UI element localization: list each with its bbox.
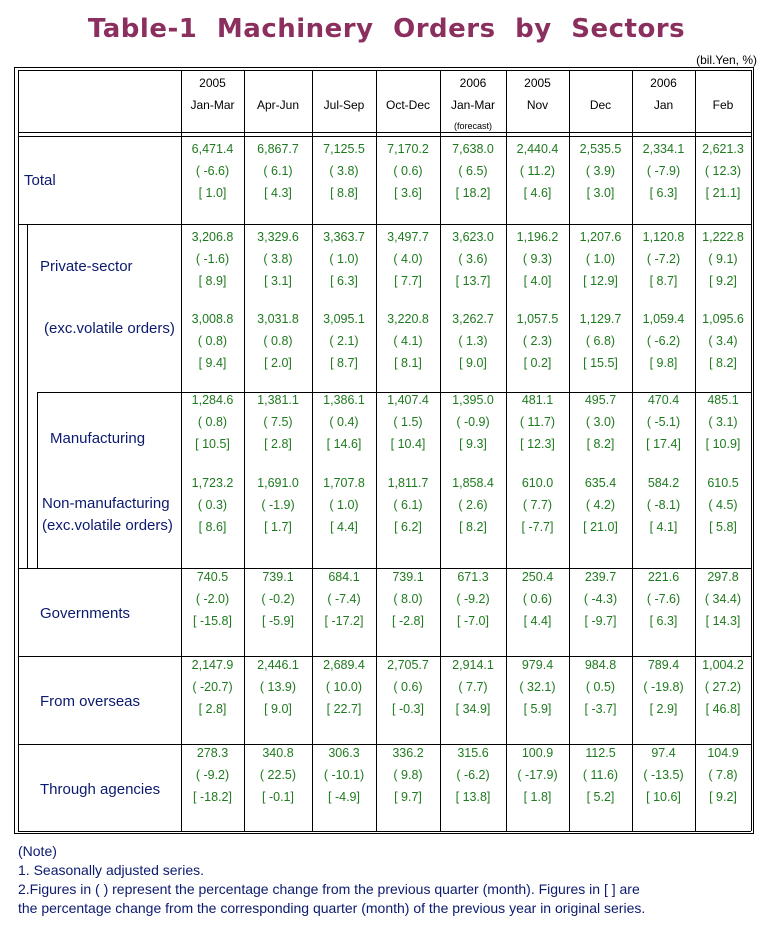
grid-line-right	[751, 70, 752, 831]
table-cell-value: 221.6	[647, 570, 680, 584]
table-cell-yoy: [ 8.7]	[649, 274, 678, 288]
table-cell-value: 610.5	[707, 476, 739, 490]
table-cell-yoy: [ 7.7]	[394, 274, 422, 288]
table-cell-yoy: [ 5.2]	[586, 790, 615, 804]
table-cell-yoy: [ 8.6]	[198, 520, 227, 534]
table-cell-qoq: ( 3.8)	[263, 252, 293, 266]
table-cell-qoq: ( 6.1)	[393, 498, 423, 512]
table-cell-value: 1,858.4	[452, 476, 494, 490]
column-header: Jan	[653, 98, 674, 112]
table-cell-yoy: [ 9.8]	[649, 356, 678, 370]
grid-line-top	[18, 70, 751, 71]
table-cell-yoy: [ -7.7]	[521, 520, 554, 534]
table-cell-yoy: [ 2.8]	[198, 702, 227, 716]
row-label: Governments	[40, 605, 131, 622]
table-cell-yoy: [ 9.7]	[394, 790, 422, 804]
table-cell-qoq: ( 7.5)	[263, 415, 293, 429]
table-cell-qoq: ( 3.0)	[585, 415, 616, 429]
table-cell-value: 979.4	[521, 658, 554, 672]
table-cell-yoy: [ 4.4]	[330, 520, 358, 534]
table-cell-yoy: [ 4.3]	[264, 186, 292, 200]
table-cell-value: 2,535.5	[579, 142, 622, 156]
table-cell-value: 6,471.4	[191, 142, 234, 156]
table-cell-value: 297.8	[707, 570, 739, 584]
table-cell-qoq: ( -6.2)	[646, 334, 681, 348]
table-cell-qoq: ( 0.8)	[197, 334, 228, 348]
table-cell-qoq: ( 11.2)	[519, 164, 556, 178]
table-cell-yoy: [ 6.3]	[330, 274, 358, 288]
column-header: 2005	[199, 76, 226, 90]
table-cell-value: 2,334.1	[642, 142, 685, 156]
note-line-2: 2.Figures in ( ) represent the percentage change from the previous quarter (month). Figures in [ ] are	[18, 881, 640, 897]
table-cell-value: 2,147.9	[191, 658, 234, 672]
table-cell-yoy: [ 18.2]	[455, 186, 491, 200]
table-cell-yoy: [ 10.6]	[646, 790, 681, 804]
section-line	[37, 392, 38, 568]
table-cell-value: 3,262.7	[452, 312, 494, 326]
table-cell-qoq: ( 4.2)	[585, 498, 616, 512]
table-cell-value: 584.2	[647, 476, 680, 490]
table-cell-yoy: [ 34.9]	[455, 702, 491, 716]
table-cell-qoq: ( -7.4)	[327, 592, 361, 606]
table-cell-qoq: ( -6.6)	[195, 164, 230, 178]
table-cell-value: 1,407.4	[387, 393, 429, 407]
table-cell-yoy: [ 17.4]	[646, 437, 681, 451]
table-cell-qoq: ( -6.2)	[456, 768, 490, 782]
table-cell-qoq: ( -1.6)	[195, 252, 230, 266]
table-cell-value: 3,220.8	[387, 312, 429, 326]
table-cell-yoy: [ 1.8]	[523, 790, 552, 804]
table-cell-yoy: [ 2.8]	[264, 437, 292, 451]
table-cell-value: 1,057.5	[516, 312, 559, 326]
table-cell-value: 239.7	[584, 570, 617, 584]
table-cell-yoy: [ 1.0]	[198, 186, 227, 200]
table-cell-yoy: [ -7.0]	[457, 614, 489, 628]
table-cell-value: 3,008.8	[191, 312, 234, 326]
table-cell-yoy: [ 14.3]	[705, 614, 741, 628]
table-cell-yoy: [ 8.9]	[198, 274, 227, 288]
row-rule	[18, 568, 751, 569]
table-cell-qoq: ( 0.6)	[393, 680, 423, 694]
table-cell-value: 1,095.6	[702, 312, 744, 326]
column-header: Dec	[589, 98, 612, 112]
table-cell-value: 97.4	[651, 746, 676, 760]
table-cell-yoy: [ 8.7]	[330, 356, 358, 370]
table-cell-value: 2,689.4	[323, 658, 365, 672]
table-cell-yoy: [ 10.5]	[195, 437, 230, 451]
table-cell-qoq: ( -8.1)	[646, 498, 681, 512]
table-cell-qoq: ( 6.8)	[585, 334, 616, 348]
table-cell-yoy: [ -3.7]	[584, 702, 617, 716]
table-cell-value: 1,222.8	[702, 230, 744, 244]
table-cell-value: 739.1	[262, 570, 294, 584]
table-cell-value: 1,386.1	[323, 393, 365, 407]
table-cell-qoq: ( 9.1)	[708, 252, 738, 266]
table-cell-yoy: [ 6.2]	[394, 520, 422, 534]
table-cell-qoq: ( 1.0)	[329, 498, 359, 512]
table-cell-value: 789.4	[647, 658, 680, 672]
table-cell-qoq: ( -0.2)	[261, 592, 295, 606]
note-heading: (Note)	[18, 843, 57, 859]
row-label: Private-sector	[40, 258, 133, 275]
column-header: 2005	[524, 76, 551, 90]
table-cell-value: 3,363.7	[323, 230, 365, 244]
table-cell-qoq: ( 0.6)	[393, 164, 423, 178]
column-header: 2006	[650, 76, 677, 90]
table-cell-qoq: ( 0.3)	[197, 498, 228, 512]
table-cell-yoy: [ 8.2]	[586, 437, 615, 451]
table-cell-yoy: [ 9.2]	[709, 274, 737, 288]
row-label: Non-manufacturing	[42, 495, 170, 512]
table-cell-qoq: ( 13.9)	[259, 680, 297, 694]
column-header: Oct-Dec	[385, 98, 430, 112]
table-cell-qoq: ( -4.3)	[583, 592, 618, 606]
table-cell-value: 100.9	[521, 746, 554, 760]
table-cell-yoy: [ 3.1]	[264, 274, 292, 288]
table-cell-value: 1,691.0	[257, 476, 299, 490]
table-cell-qoq: ( 0.4)	[329, 415, 359, 429]
column-header: Nov	[526, 98, 549, 112]
table-cell-yoy: [ 4.4]	[523, 614, 552, 628]
table-cell-value: 610.0	[521, 476, 554, 490]
table-cell-value: 635.4	[584, 476, 617, 490]
table-cell-qoq: ( -20.7)	[192, 680, 233, 694]
table-cell-value: 485.1	[707, 393, 739, 407]
table-cell-yoy: [ 5.9]	[523, 702, 552, 716]
table-cell-qoq: ( 22.5)	[259, 768, 297, 782]
table-cell-yoy: [ 21.0]	[583, 520, 618, 534]
table-cell-qoq: ( -2.0)	[195, 592, 230, 606]
table-cell-qoq: ( 0.5)	[585, 680, 616, 694]
table-cell-yoy: [ 12.9]	[583, 274, 618, 288]
note-line-3: the percentage change from the corresponding quarter (month) of the previous year in original series.	[18, 900, 646, 916]
table-cell-value: 495.7	[584, 393, 617, 407]
table-cell-value: 1,381.1	[257, 393, 299, 407]
page-title: Table-1 Machinery Orders by Sectors	[87, 14, 686, 44]
table-cell-value: 278.3	[196, 746, 229, 760]
table-cell-value: 3,095.1	[323, 312, 365, 326]
table-cell-value: 739.1	[392, 570, 424, 584]
table-cell-qoq: ( 2.1)	[329, 334, 359, 348]
row-rule	[18, 656, 751, 657]
table-cell-value: 6,867.7	[257, 142, 299, 156]
row-label: From overseas	[40, 693, 141, 710]
table-cell-qoq: ( -19.8)	[643, 680, 684, 694]
table-cell-qoq: ( -10.1)	[323, 768, 365, 782]
table-cell-qoq: ( 6.1)	[263, 164, 293, 178]
table-cell-yoy: [ 21.1]	[705, 186, 741, 200]
table-cell-yoy: [ 10.4]	[390, 437, 426, 451]
table-cell-yoy: [ 46.8]	[705, 702, 741, 716]
table-cell-yoy: [ 3.6]	[394, 186, 422, 200]
row-rule	[181, 224, 751, 225]
table-cell-value: 1,723.2	[191, 476, 234, 490]
section-rule	[37, 392, 181, 393]
table-cell-yoy: [ 4.1]	[649, 520, 678, 534]
table-cell-yoy: [ 3.0]	[586, 186, 615, 200]
table-cell-yoy: [ 1.7]	[264, 520, 292, 534]
column-header: Jul-Sep	[323, 98, 365, 112]
column-header: (forecast)	[453, 121, 492, 131]
section-line	[27, 224, 28, 568]
table-cell-yoy: [ 9.0]	[264, 702, 292, 716]
table-cell-qoq: ( 2.6)	[458, 498, 488, 512]
table-cell-value: 3,206.8	[191, 230, 234, 244]
column-header: Apr-Jun	[256, 98, 300, 112]
table-cell-value: 1,004.2	[702, 658, 744, 672]
table-cell-value: 7,170.2	[387, 142, 429, 156]
table-cell-value: 1,395.0	[452, 393, 494, 407]
table-cell-qoq: ( 0.8)	[263, 334, 293, 348]
table-cell-qoq: ( 9.3)	[522, 252, 553, 266]
column-header: Jan-Mar	[450, 98, 495, 112]
table-cell-qoq: ( 2.3)	[522, 334, 553, 348]
table-cell-yoy: [ -2.8]	[392, 614, 424, 628]
table-cell-qoq: ( 1.3)	[458, 334, 488, 348]
table-cell-qoq: ( -9.2)	[456, 592, 490, 606]
row-label: Through agencies	[40, 781, 161, 798]
table-cell-value: 1,284.6	[191, 393, 234, 407]
table-cell-value: 2,705.7	[387, 658, 429, 672]
table-cell-value: 3,329.6	[257, 230, 299, 244]
table-cell-value: 2,440.4	[516, 142, 559, 156]
table-cell-value: 315.6	[457, 746, 489, 760]
table-cell-yoy: [ 6.3]	[649, 186, 678, 200]
table-cell-value: 3,031.8	[257, 312, 299, 326]
table-cell-value: 740.5	[196, 570, 229, 584]
table-cell-yoy: [ 14.6]	[326, 437, 362, 451]
table-cell-yoy: [ 12.3]	[520, 437, 555, 451]
table-cell-yoy: [ -17.2]	[324, 614, 364, 628]
section-rule	[18, 224, 181, 225]
header-rule	[18, 132, 751, 133]
table-cell-qoq: ( 4.0)	[393, 252, 423, 266]
row-label: Total	[24, 172, 56, 189]
column-header: 2006	[459, 76, 487, 90]
table-cell-value: 2,621.3	[702, 142, 744, 156]
table-cell-qoq: ( 7.7)	[522, 498, 553, 512]
table-cell-yoy: [ 10.9]	[705, 437, 741, 451]
table-cell-value: 336.2	[392, 746, 424, 760]
note-line-1: 1. Seasonally adjusted series.	[18, 862, 204, 878]
table-cell-value: 2,446.1	[257, 658, 299, 672]
table-cell-yoy: [ 13.8]	[455, 790, 491, 804]
table-cell-value: 1,120.8	[642, 230, 685, 244]
table-cell-qoq: ( -13.5)	[643, 768, 684, 782]
table-cell-qoq: ( 27.2)	[704, 680, 742, 694]
column-header: Jan-Mar	[190, 98, 235, 112]
table-cell-qoq: ( 4.1)	[393, 334, 423, 348]
table-cell-qoq: ( 4.5)	[708, 498, 738, 512]
header-rule	[18, 136, 751, 137]
table-cell-qoq: ( -9.2)	[195, 768, 230, 782]
table-cell-qoq: ( -1.9)	[261, 498, 295, 512]
table-cell-yoy: [ -0.1]	[262, 790, 294, 804]
row-label: Manufacturing	[50, 430, 146, 447]
table-cell-qoq: ( 11.7)	[519, 415, 556, 429]
table-cell-qoq: ( 0.8)	[197, 415, 228, 429]
table-cell-value: 1,129.7	[579, 312, 622, 326]
table-cell-yoy: [ -15.8]	[193, 614, 232, 628]
table-cell-qoq: ( 11.6)	[582, 768, 619, 782]
table-cell-value: 340.8	[262, 746, 294, 760]
table-cell-yoy: [ -18.2]	[193, 790, 232, 804]
table-cell-value: 470.4	[647, 393, 680, 407]
table-cell-qoq: ( 7.7)	[458, 680, 488, 694]
table-cell-value: 984.8	[584, 658, 617, 672]
table-cell-qoq: ( -7.6)	[646, 592, 681, 606]
table-cell-value: 3,623.0	[452, 230, 494, 244]
table-cell-yoy: [ 0.2]	[523, 356, 552, 370]
table-cell-yoy: [ 5.8]	[709, 520, 737, 534]
table-cell-yoy: [ 22.7]	[326, 702, 362, 716]
grid-line-bottom	[18, 831, 751, 832]
table-cell-qoq: ( -17.9)	[517, 768, 558, 782]
table-cell-yoy: [ -4.9]	[328, 790, 360, 804]
table-cell-value: 671.3	[457, 570, 489, 584]
table-cell-yoy: [ 9.0]	[459, 356, 487, 370]
table-cell-yoy: [ -5.9]	[262, 614, 294, 628]
unit-label: (bil.Yen, %)	[696, 53, 757, 67]
table-cell-yoy: [ 9.2]	[709, 790, 737, 804]
table-cell-qoq: ( 12.3)	[704, 164, 742, 178]
table-cell-qoq: ( 7.8)	[708, 768, 738, 782]
table-cell-qoq: ( 10.0)	[325, 680, 363, 694]
table-cell-qoq: ( -7.9)	[646, 164, 681, 178]
table-cell-yoy: [ 9.3]	[459, 437, 487, 451]
table-cell-qoq: ( 1.0)	[329, 252, 359, 266]
table-cell-value: 481.1	[521, 393, 554, 407]
table-cell-yoy: [ 8.2]	[459, 520, 487, 534]
table-cell-yoy: [ 13.7]	[455, 274, 491, 288]
table-cell-qoq: ( 3.4)	[708, 334, 738, 348]
table-cell-qoq: ( 6.5)	[458, 164, 488, 178]
row-label: (exc.volatile orders)	[44, 320, 175, 337]
table-cell-yoy: [ 2.9]	[649, 702, 678, 716]
table-cell-value: 7,638.0	[452, 142, 494, 156]
table-cell-yoy: [ 4.0]	[523, 274, 552, 288]
table-cell-yoy: [ 8.2]	[709, 356, 737, 370]
table-cell-qoq: ( 32.1)	[519, 680, 556, 694]
table-cell-qoq: ( 1.5)	[393, 415, 423, 429]
table-cell-qoq: ( 34.4)	[704, 592, 742, 606]
table-cell-yoy: [ 8.1]	[394, 356, 422, 370]
table-cell-qoq: ( 3.8)	[329, 164, 359, 178]
table-cell-qoq: ( 0.6)	[522, 592, 553, 606]
table-cell-yoy: [ -9.7]	[584, 614, 617, 628]
table-cell-value: 1,059.4	[642, 312, 685, 326]
notes	[18, 842, 645, 918]
table-cell-qoq: ( -0.9)	[456, 415, 490, 429]
row-rule	[18, 744, 751, 745]
table-cell-value: 104.9	[707, 746, 739, 760]
table-cell-value: 306.3	[328, 746, 360, 760]
table-cell-yoy: [ -0.3]	[392, 702, 424, 716]
grid-line-left	[18, 70, 19, 831]
table-cell-yoy: [ 2.0]	[264, 356, 292, 370]
table-cell-value: 1,196.2	[516, 230, 559, 244]
table-cell-qoq: ( 3.1)	[708, 415, 738, 429]
table-cell-yoy: [ 15.5]	[583, 356, 618, 370]
table-cell-value: 1,207.6	[579, 230, 622, 244]
table-cell-qoq: ( 8.0)	[393, 592, 423, 606]
table-cell-yoy: [ 4.6]	[523, 186, 552, 200]
table-cell-yoy: [ 8.8]	[330, 186, 358, 200]
table-cell-value: 684.1	[328, 570, 360, 584]
table-cell-value: 1,811.7	[387, 476, 429, 490]
table-cell-yoy: [ 6.3]	[649, 614, 678, 628]
table-cell-value: 112.5	[585, 746, 616, 760]
table-cell-value: 2,914.1	[452, 658, 494, 672]
table-cell-qoq: ( 1.0)	[585, 252, 616, 266]
table-cell-qoq: ( -5.1)	[646, 415, 681, 429]
row-label-sub: (exc.volatile orders)	[42, 517, 173, 534]
column-header: Feb	[712, 98, 734, 112]
table-cell-qoq: ( 9.8)	[393, 768, 423, 782]
table-cell-value: 1,707.8	[323, 476, 365, 490]
table-cell-qoq: ( -7.2)	[646, 252, 681, 266]
table-cell-qoq: ( 3.9)	[585, 164, 616, 178]
table-cell-qoq: ( 3.6)	[458, 252, 488, 266]
table-cell-value: 3,497.7	[387, 230, 429, 244]
table-cell-value: 7,125.5	[323, 142, 365, 156]
table-cell-yoy: [ 9.4]	[198, 356, 227, 370]
table-cell-value: 250.4	[521, 570, 554, 584]
